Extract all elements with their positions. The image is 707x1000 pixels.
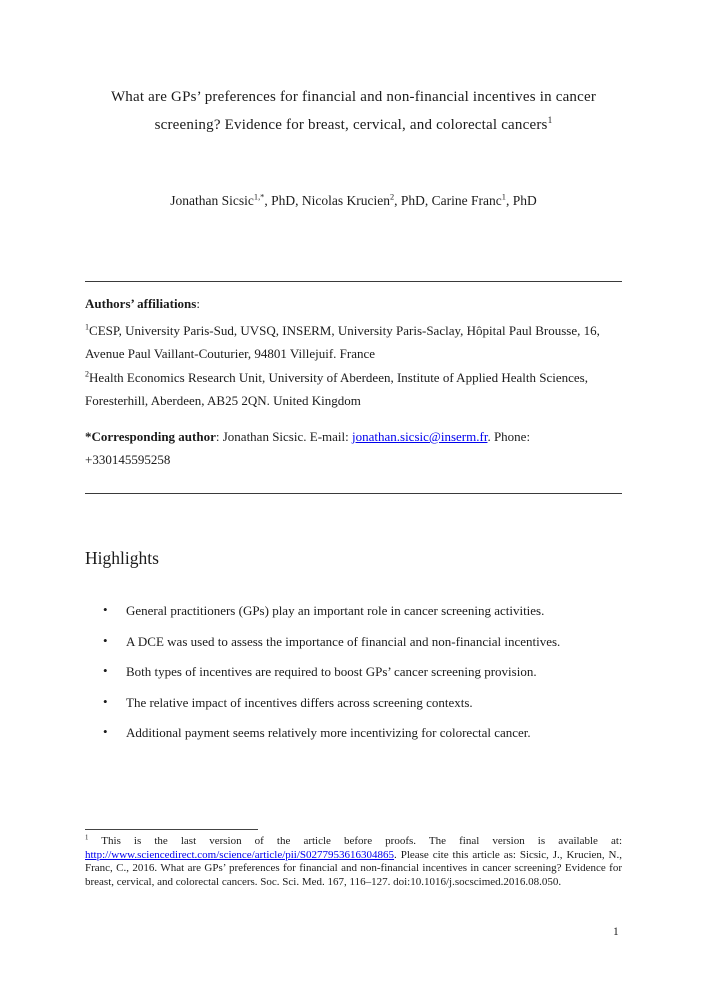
page-content [85,0,622,743]
affiliations-heading [85,293,622,315]
highlights-heading: Highlights [85,548,159,568]
highlight-item [103,631,622,652]
highlight-item-text: Additional payment seems relatively more incentivizing for colorectal cancer. [126,725,531,740]
article-url-link[interactable]: http://www.sciencedirect.com/science/article/pii/S0277953616304865 [85,848,395,861]
footnote-separator [85,829,258,830]
byline-separator-2: , PhD, Carine Franc [394,193,502,208]
author-byline [85,191,622,211]
byline-separator-1: , PhD, Nicolas Krucien [264,193,390,208]
corresponding-author-phone: +330145595258 [85,451,171,467]
footnote-marker: 1 [85,834,89,842]
bullet-icon: • [103,693,108,709]
title-footnote-ref: 1 [547,115,553,126]
highlight-item-text: A DCE was used to assess the importance of financial and non-financial incentives. [126,633,561,649]
affiliations-heading-label: Authors’ affiliations [85,296,197,311]
bullet-icon: • [103,602,108,617]
corresponding-author-name: : Jonathan Sicsic. E-mail: [215,429,352,444]
highlight-item-text: Both types of incentives are required to boost GPs’ cancer screening provision. [126,664,537,679]
highlight-item [103,600,622,621]
highlight-item-text: The relative impact of incentives differs across screening contexts. [126,694,473,710]
email-link[interactable]: jonathan.sicsic@inserm.fr [352,429,488,444]
bullet-icon: • [103,663,108,678]
author-1-affil-ref: 1,* [253,192,265,202]
author-3-affil-ref: 1 [501,192,506,202]
paper-title-line-2 [85,112,622,140]
footnote-text-after-link: . Please cite this article as: Sicsic, J., Krucien, N., Franc, C., 2016. What are GPs’ preferences for financial and non-financial incentives in cancer screening? Evidence for breast, cervical, and colorectal cancers. Soc. Sci. Med. 167, 116–127. doi:10.1016/j.socscimed.2016.08.050. [85,848,622,888]
footnote [85,829,622,889]
highlight-item-text: General practitioners (GPs) play an important role in cancer screening activities. [126,603,545,618]
highlight-item [103,661,622,682]
affiliation-2 [85,367,622,412]
corresponding-author-phone-label: . Phone: [487,429,531,444]
corresponding-author-label: *Corresponding author [85,429,216,444]
affiliation-2-text: Health Economics Research Unit, University of Aberdeen, Institute of Applied Health Sciences, Foresterhill, Aberdeen, AB25 2QN. United Kingdom [85,370,588,408]
bullet-icon: • [103,724,108,739]
corresponding-author [85,426,622,471]
affiliation-2-marker: 2 [85,369,90,379]
page-number: 1 [613,926,619,938]
highlights-list [85,600,622,743]
author-1-name: Jonathan Sicsic [170,193,254,208]
paper-title-line-1: What are GPs’ preferences for financial and non-financial incentives in cancer [110,89,597,105]
paper-title [85,0,622,139]
author-2-affil-ref: 2 [389,192,395,202]
bullet-icon: • [103,632,108,648]
footnote-text [85,835,622,889]
divider-bottom [85,493,622,494]
affiliation-1-text: CESP, University Paris-Sud, UVSQ, INSERM, University Paris-Saclay, Hôpital Paul Brousse, 16, Avenue Paul Vaillant-Couturier, 94801 Villejuif. France [85,323,600,361]
affiliation-1-marker: 1 [85,322,90,332]
paper-title-line-2-text: screening? Evidence for breast, cervical, and colorectal cancers [154,116,548,133]
affiliation-1 [85,320,622,365]
byline-end: , PhD [505,193,537,208]
footnote-text-before-link: This is the last version of the article before proofs. The final version is available at: [88,835,622,847]
divider-top [85,281,622,282]
affiliations-heading-colon: : [196,296,200,311]
highlight-item [103,692,622,713]
highlight-item [103,722,622,743]
